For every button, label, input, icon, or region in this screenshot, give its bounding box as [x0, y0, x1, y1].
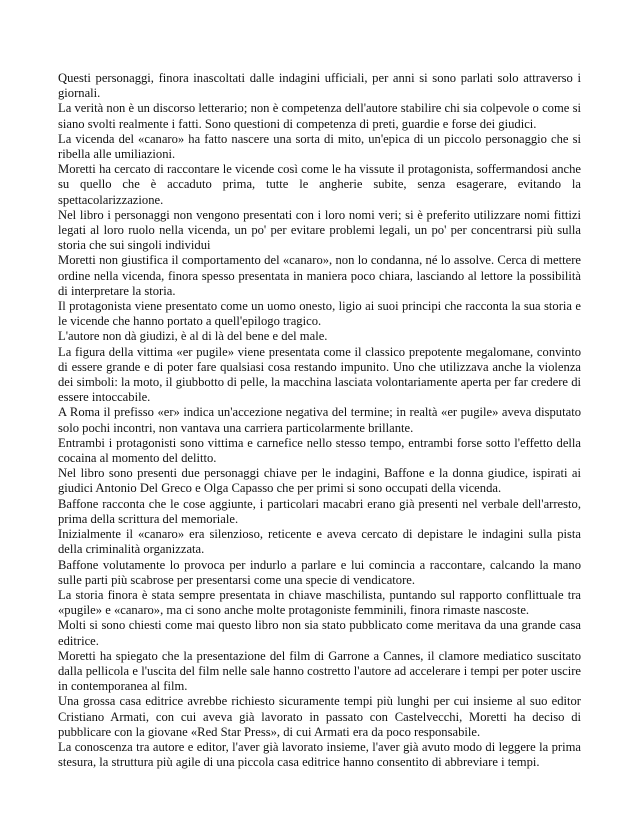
paragraph-1: Questi personaggi, finora inascoltati dalle indagini ufficiali, per anni si sono parlati solo attraverso i giornali. — [58, 71, 581, 101]
paragraph-14: Inizialmente il «canaro» era silenzioso, reticente e aveva cercato di depistare le indagini sulla pista della criminalità organizzata. — [58, 527, 581, 557]
paragraph-15: Baffone volutamente lo provoca per indurlo a parlare e lui comincia a raccontare, calcando la mano sulle parti più scabrose per presentarsi come una specie di vendicatore. — [58, 557, 581, 587]
paragraph-20: La conoscenza tra autore e editor, l'aver già lavorato insieme, l'aver già avuto modo di leggere la prima stesura, la struttura più agile di una piccola casa editrice hanno consentito di abbreviare i tempi. — [58, 739, 581, 770]
paragraph-12: Nel libro sono presenti due personaggi chiave per le indagini, Baffone e la donna giudice, ispirati ai giudici Antonio Del Greco e Olga Capasso che per primi si sono occupati della vicenda. — [58, 466, 581, 496]
paragraph-11: Entrambi i protagonisti sono vittima e carnefice nello stesso tempo, entrambi forse sotto l'effetto della cocaina al momento del delitto. — [58, 435, 581, 466]
paragraph-17: Molti si sono chiesti come mai questo libro non sia stato pubblicato come meritava da una grande casa editrice. — [58, 618, 581, 648]
paragraph-16: La storia finora è stata sempre presentata in chiave maschilista, puntando sul rapporto conflittuale tra «pugile» e «canaro», ma ci sono anche molte protagoniste femminili, finora rimaste nascoste. — [58, 587, 581, 618]
paragraph-18: Moretti ha spiegato che la presentazione del film di Garrone a Cannes, il clamore mediatico suscitato dalla pellicola e l'uscita del film nelle sale hanno costretto l'autore ad accelerare i tempi per poter uscire in contemporanea al film. — [58, 648, 581, 694]
paragraph-6: Moretti non giustifica il comportamento del «canaro», non lo condanna, né lo assolve. Cerca di mettere ordine nella vicenda, finora spesso presentata in maniera poco chiara, lasciando al lettore la possibilità di interpretare la storia. — [58, 253, 581, 298]
paragraph-13: Baffone racconta che le cose aggiunte, i particolari macabri erano già presenti nel verbale dell'arresto, prima della scrittura del memoriale. — [58, 496, 581, 526]
paragraph-10: A Roma il prefisso «er» indica un'accezione negativa del termine; in realtà «er pugile» aveva disputato solo pochi incontri, non vantava una carriera particolarmente brillante. — [58, 405, 581, 435]
paragraph-2: La verità non è un discorso letterario; non è competenza dell'autore stabilire chi sia colpevole o come si siano svolti realmente i fatti. Sono questioni di competenza di preti, guardie e forse dei giudici. — [58, 101, 581, 131]
paragraph-3: La vicenda del «canaro» ha fatto nascere una sorta di mito, un'epica di un piccolo personaggio che si ribella alle umiliazioni. — [58, 131, 581, 162]
paragraph-8: L'autore non dà giudizi, è al di là del bene e del male. — [58, 329, 328, 344]
paragraph-7: Il protagonista viene presentato come un uomo onesto, ligio ai suoi principi che racconta la sua storia e le vicende che hanno portato a quell'epilogo tragico. — [58, 299, 581, 329]
paragraph-9: La figura della vittima «er pugile» viene presentata come il classico prepotente megalomane, convinto di essere grande e di poter fare qualsiasi cosa restando impunito. Uno che utilizzava anche la violenza dei simboli: la moto, il giubbotto di pelle, la macchina lasciata volontariamente aperta per far credere di essere intoccabile. — [58, 344, 581, 405]
document-body — [58, 71, 581, 770]
paragraph-4: Moretti ha cercato di raccontare le vicende così come le ha vissute il protagonista, soffermandosi anche su quello che è accaduto prima, tutte le angherie subite, senza esagerare, evitando la spettacolarizzazione. — [58, 162, 581, 207]
paragraph-5: Nel libro i personaggi non vengono presentati con i loro nomi veri; si è preferito utilizzare nomi fittizi legati al loro ruolo nella vicenda, un po' per evitare problemi legali, un po' per concentrarsi più sulla storia che sui singoli individui — [58, 207, 581, 253]
paragraph-19: Una grossa casa editrice avrebbe richiesto sicuramente tempi più lunghi per cui insieme al suo editor Cristiano Armati, con cui aveva già lavorato in passato con Castelvecchi, Moretti ha deciso di pubblicare con la giovane «Red Star Press», di cui Armati era da poco responsabile. — [58, 694, 581, 739]
